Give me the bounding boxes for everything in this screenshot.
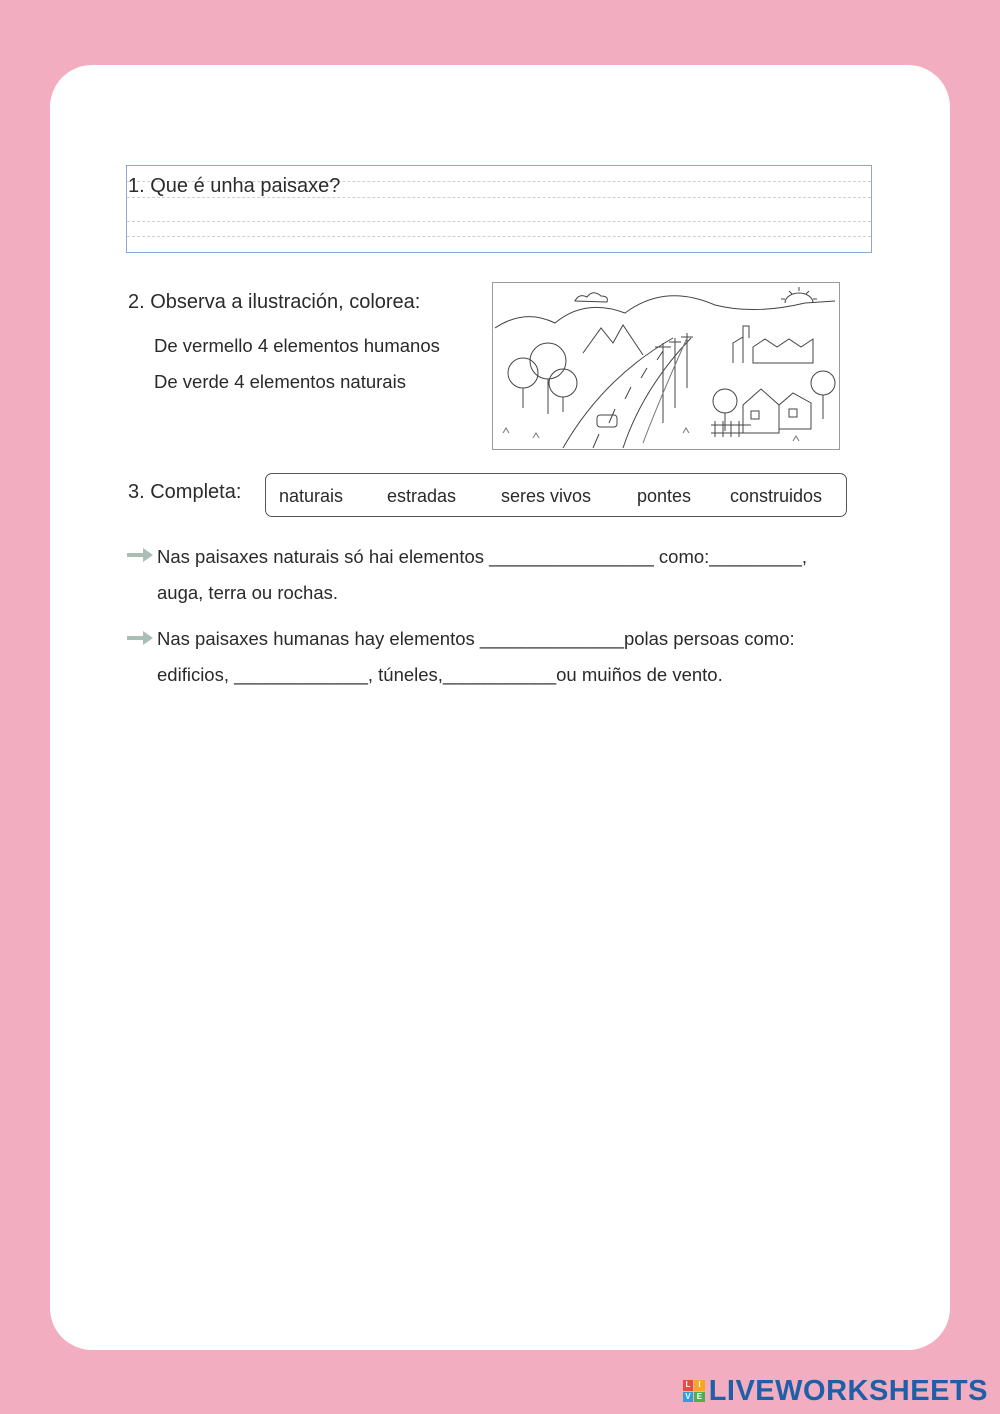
q1-guide-line <box>127 221 871 222</box>
q1-guide-line <box>127 236 871 237</box>
arrow-right-icon <box>127 631 153 645</box>
road-edge-left <box>563 338 673 448</box>
q3-item1-line1[interactable]: Nas paisaxes naturais só hai elementos ________________ como:_________, <box>157 546 808 567</box>
word-bank-item[interactable]: estradas <box>387 486 457 506</box>
logo-mark-icon: L I V E <box>683 1380 705 1402</box>
tree-shape <box>508 358 538 388</box>
word-bank-item[interactable]: pontes <box>637 486 692 506</box>
word-bank <box>265 473 847 517</box>
q2-title: 2. Observa a ilustración, colorea: <box>128 291 421 313</box>
mountains-shape <box>583 325 643 355</box>
hills-shape <box>495 296 835 328</box>
q3-item1-line2: auga, terra ou rochas. <box>157 582 338 603</box>
word-bank-item[interactable]: construidos <box>730 486 823 506</box>
q3-item2-line1[interactable]: Nas paisaxes humanas hay elementos ______________polas persoas como: <box>157 628 795 649</box>
q2-instruction-green: De verde 4 elementos naturais <box>154 371 406 392</box>
landscape-drawing <box>493 283 838 448</box>
car-shape <box>597 415 617 427</box>
q3-item2-line2[interactable]: edificios, _____________, túneles,___________ou muiños de vento. <box>157 664 723 685</box>
q1-title: 1. Que é unha paisaxe? <box>128 175 341 197</box>
road-edge-right <box>623 338 691 448</box>
liveworksheets-logo <box>683 1376 988 1406</box>
word-bank-item[interactable]: seres vivos <box>501 486 592 506</box>
word-bank-item[interactable]: naturais <box>279 486 344 506</box>
q3-title: 3. Completa: <box>128 481 242 503</box>
logo-text: LIVEWORKSHEETS <box>708 1374 988 1407</box>
landscape-illustration[interactable] <box>492 282 840 450</box>
worksheet-sheet <box>50 65 950 1350</box>
factory-shape <box>733 326 813 363</box>
sun-shape <box>785 293 813 303</box>
arrow-right-icon <box>127 548 153 562</box>
cloud-shape <box>575 293 607 302</box>
q2-instruction-red: De vermello 4 elementos humanos <box>154 335 440 356</box>
